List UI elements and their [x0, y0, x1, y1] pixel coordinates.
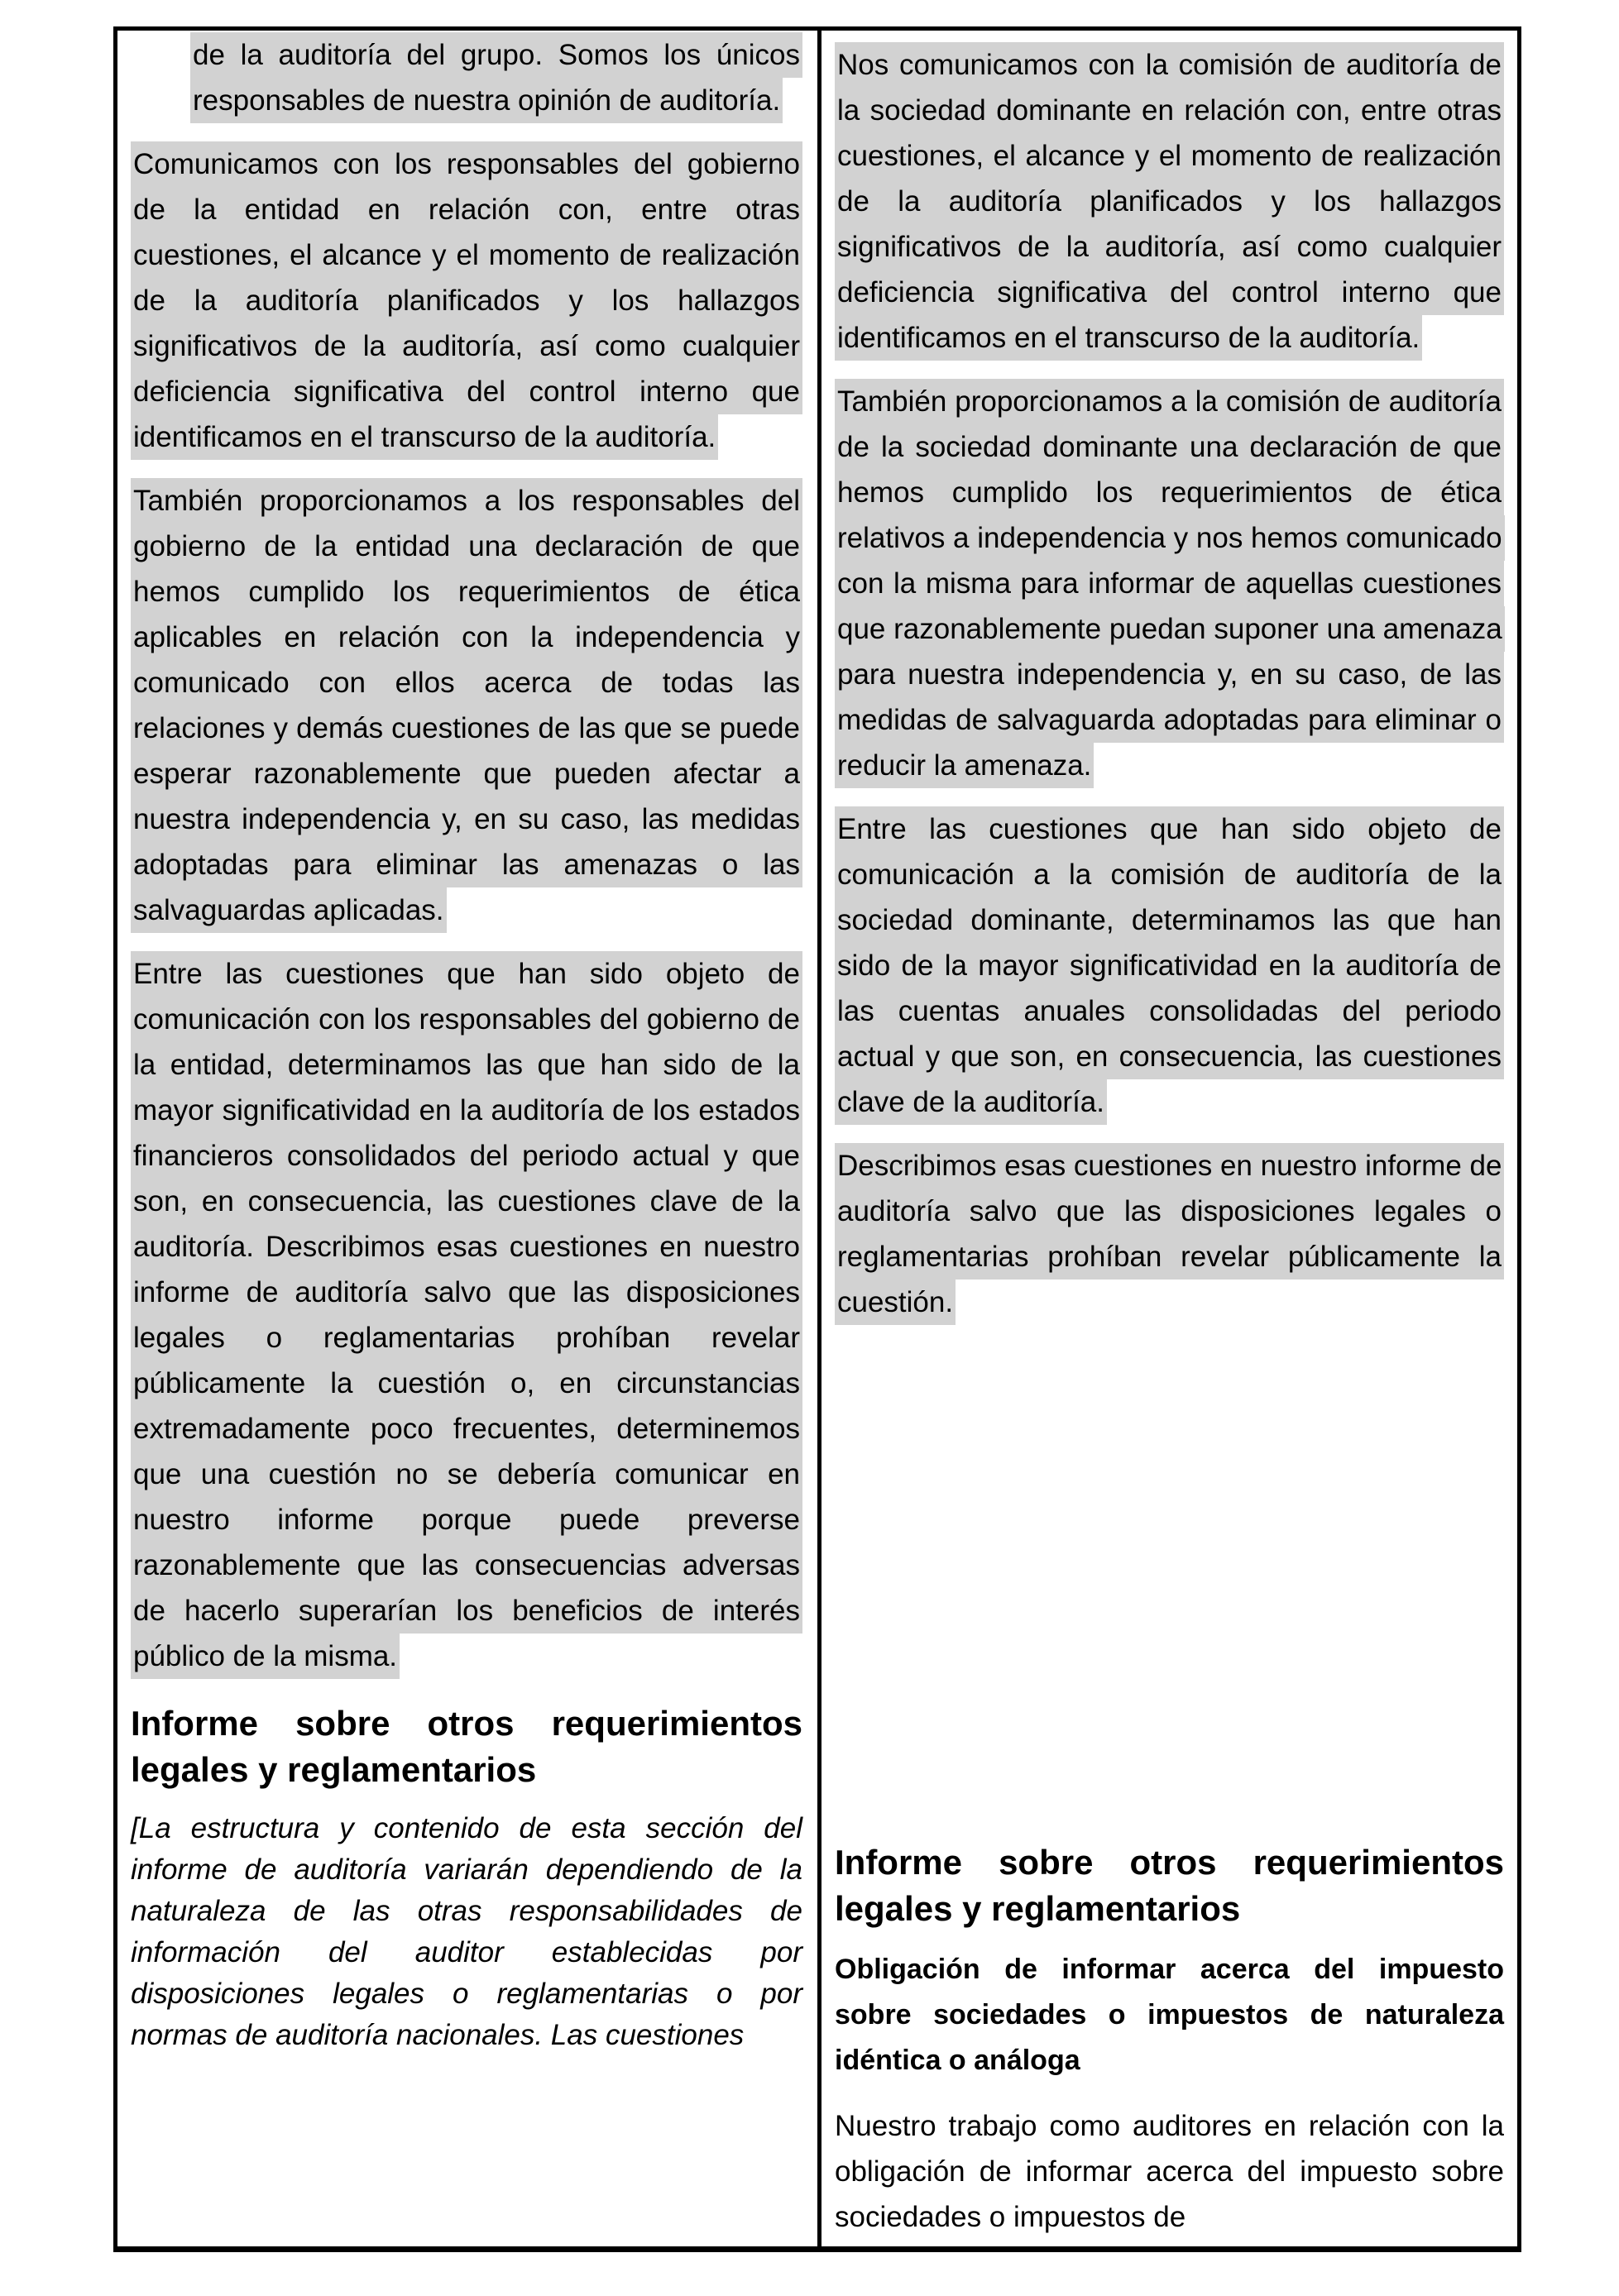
- paragraph-communication-governance: [131, 141, 802, 460]
- note-text: [La estructura y contenido de esta sección del informe de auditoría variarán dependiendo de la naturaleza de las otras responsabilidades de información del auditor establecidas por disposiciones legales o reglamentarias o por normas de auditoría nacionales. Las cuestiones: [131, 1812, 802, 2051]
- comparison-table: [113, 26, 1521, 2252]
- section-heading-other-requirements-right: Informe sobre otros requerimientos legales y reglamentarios: [835, 1843, 1504, 1928]
- section-heading-other-requirements-left: Informe sobre otros requerimientos legales y reglamentarios: [131, 1704, 802, 1789]
- highlighted-text: Comunicamos con los responsables del gobierno de la entidad en relación con, entre otras cuestiones, el alcance y el momento de realización de la auditoría planificados y los hallazgos significativos de la auditoría, así como cualquier deficiencia significativa del control interno que identificamos en el transcurso de la auditoría.: [131, 141, 802, 460]
- paragraph-key-audit-matters: [131, 951, 802, 1679]
- highlighted-text: También proporcionamos a la comisión de auditoría de la sociedad dominante una declaración de que hemos cumplido los requerimientos de ética relativos a independencia y nos hemos comunicado con la misma para informar de aquellas cuestiones que razonablemente puedan suponer una amenaza para nuestra independencia y, en su caso, de las medidas de salvaguarda adoptadas para eliminar o reducir la amenaza.: [835, 379, 1505, 788]
- right-column: [821, 31, 1517, 2246]
- closing-text: Nuestro trabajo como auditores en relación con la obligación de informar acerca del impuesto sobre sociedades o impuestos de: [835, 2110, 1504, 2233]
- subheading-tax-reporting-obligation: Obligación de informar acerca del impuesto sobre sociedades o impuestos de naturaleza idéntica o análoga: [835, 1954, 1504, 2076]
- highlighted-text: Nos comunicamos con la comisión de auditoría de la sociedad dominante en relación con, entre otras cuestiones, el alcance y el momento de realización de la auditoría planificados y los hallazgos significativos de la auditoría, así como cualquier deficiencia significativa del control interno que identificamos en el transcurso de la auditoría.: [835, 42, 1504, 361]
- editorial-note: [131, 1808, 802, 2056]
- highlighted-text: de la auditoría del grupo. Somos los únicos responsables de nuestra opinión de auditoría.: [190, 32, 802, 123]
- highlighted-text: Entre las cuestiones que han sido objeto de comunicación a la comisión de auditoría de la sociedad dominante, determinamos las que han sido de la mayor significatividad en la auditoría de las cuentas anuales consolidadas del periodo actual y que son, en consecuencia, las cuestiones clave de la auditoría.: [835, 806, 1504, 1125]
- highlighted-text: También proporcionamos a los responsables del gobierno de la entidad una declaración de que hemos cumplido los requerimientos de ética aplicables en relación con la independencia y comunicado con ellos acerca de todas las relaciones y demás cuestiones de las que se puede esperar razonablemente que pueden afectar a nuestra independencia y, en su caso, las medidas adoptadas para eliminar las amenazas o las salvaguardas aplicadas.: [131, 478, 802, 933]
- left-column: [117, 31, 821, 2246]
- continued-paragraph: [190, 32, 802, 123]
- paragraph-auditor-tax-work: [835, 2103, 1504, 2240]
- paragraph-describe-matters: [835, 1143, 1504, 1325]
- highlighted-text: Entre las cuestiones que han sido objeto de comunicación con los responsables del gobierno de la entidad, determinamos las que han sido de la mayor significatividad en la auditoría de los estados financieros consolidados del periodo actual y que son, en consecuencia, las cuestiones clave de la auditoría. Describimos esas cuestiones en nuestro informe de auditoría salvo que las disposiciones legales o reglamentarias prohíban revelar públicamente la cuestión o, en circunstancias extremadamente poco frecuentes, determinemos que una cuestión no se debería comunicar en nuestro informe porque puede preverse razonablemente que las consecuencias adversas de hacerlo superarían los beneficios de interés público de la misma.: [131, 951, 802, 1679]
- highlighted-text: Describimos esas cuestiones en nuestro informe de auditoría salvo que las disposiciones legales o reglamentarias prohíban revelar públicamente la cuestión.: [835, 1143, 1504, 1325]
- column-whitespace: [835, 1343, 1504, 1839]
- paragraph-communication-audit-committee: [835, 42, 1504, 361]
- paragraph-ethics-declaration-committee: [835, 379, 1504, 788]
- paragraph-ethics-declaration: [131, 478, 802, 933]
- paragraph-key-audit-matters-consolidated: [835, 806, 1504, 1125]
